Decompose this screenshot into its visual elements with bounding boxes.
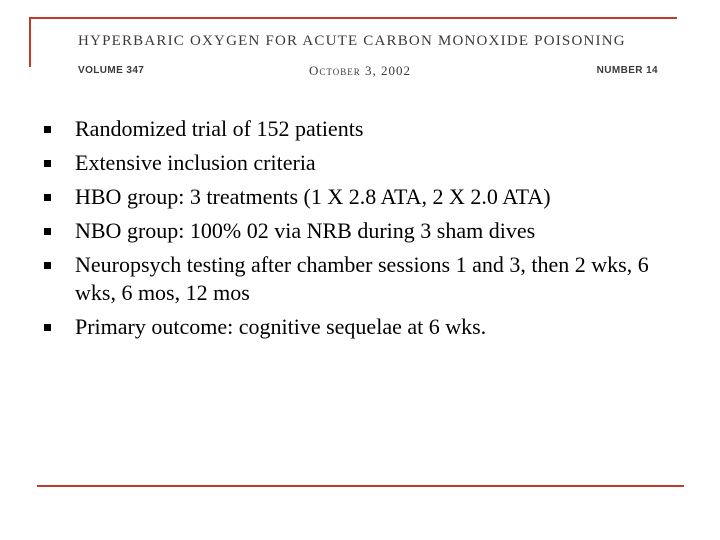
bullet-item xyxy=(40,251,690,307)
bullet-text: Neuropsych testing after chamber sessions 1 and 3, then 2 wks, 6 wks, 6 mos, 12 mos xyxy=(75,252,649,305)
bullet-item xyxy=(40,149,690,177)
square-bullet-icon xyxy=(44,324,51,331)
bullet-item xyxy=(40,115,690,143)
bullet-item xyxy=(40,183,690,211)
volume-label: VOLUME 347 xyxy=(78,65,145,76)
bullet-text: HBO group: 3 treatments (1 X 2.8 ATA, 2 X 2.0 ATA) xyxy=(75,184,551,209)
article-meta-row xyxy=(78,63,658,79)
bullet-text: NBO group: 100% 02 via NRB during 3 sham dives xyxy=(75,218,536,243)
article-title: HYPERBARIC OXYGEN FOR ACUTE CARBON MONOXIDE POISONING xyxy=(78,33,626,49)
header-frame-left-rule xyxy=(29,17,31,67)
header-frame-top-rule xyxy=(29,17,677,19)
bullet-text: Randomized trial of 152 patients xyxy=(75,116,364,141)
square-bullet-icon xyxy=(44,126,51,133)
bullet-text: Primary outcome: cognitive sequelae at 6 wks. xyxy=(75,314,487,339)
issue-number: NUMBER 14 xyxy=(596,65,658,76)
bullet-text: Extensive inclusion criteria xyxy=(75,150,316,175)
square-bullet-icon xyxy=(44,228,51,235)
footer-divider-rule xyxy=(37,485,684,487)
bullet-list xyxy=(40,115,690,347)
bullet-item xyxy=(40,313,690,341)
square-bullet-icon xyxy=(44,160,51,167)
bullet-item xyxy=(40,217,690,245)
square-bullet-icon xyxy=(44,194,51,201)
square-bullet-icon xyxy=(44,262,51,269)
issue-date: October 3, 2002 xyxy=(309,63,411,78)
